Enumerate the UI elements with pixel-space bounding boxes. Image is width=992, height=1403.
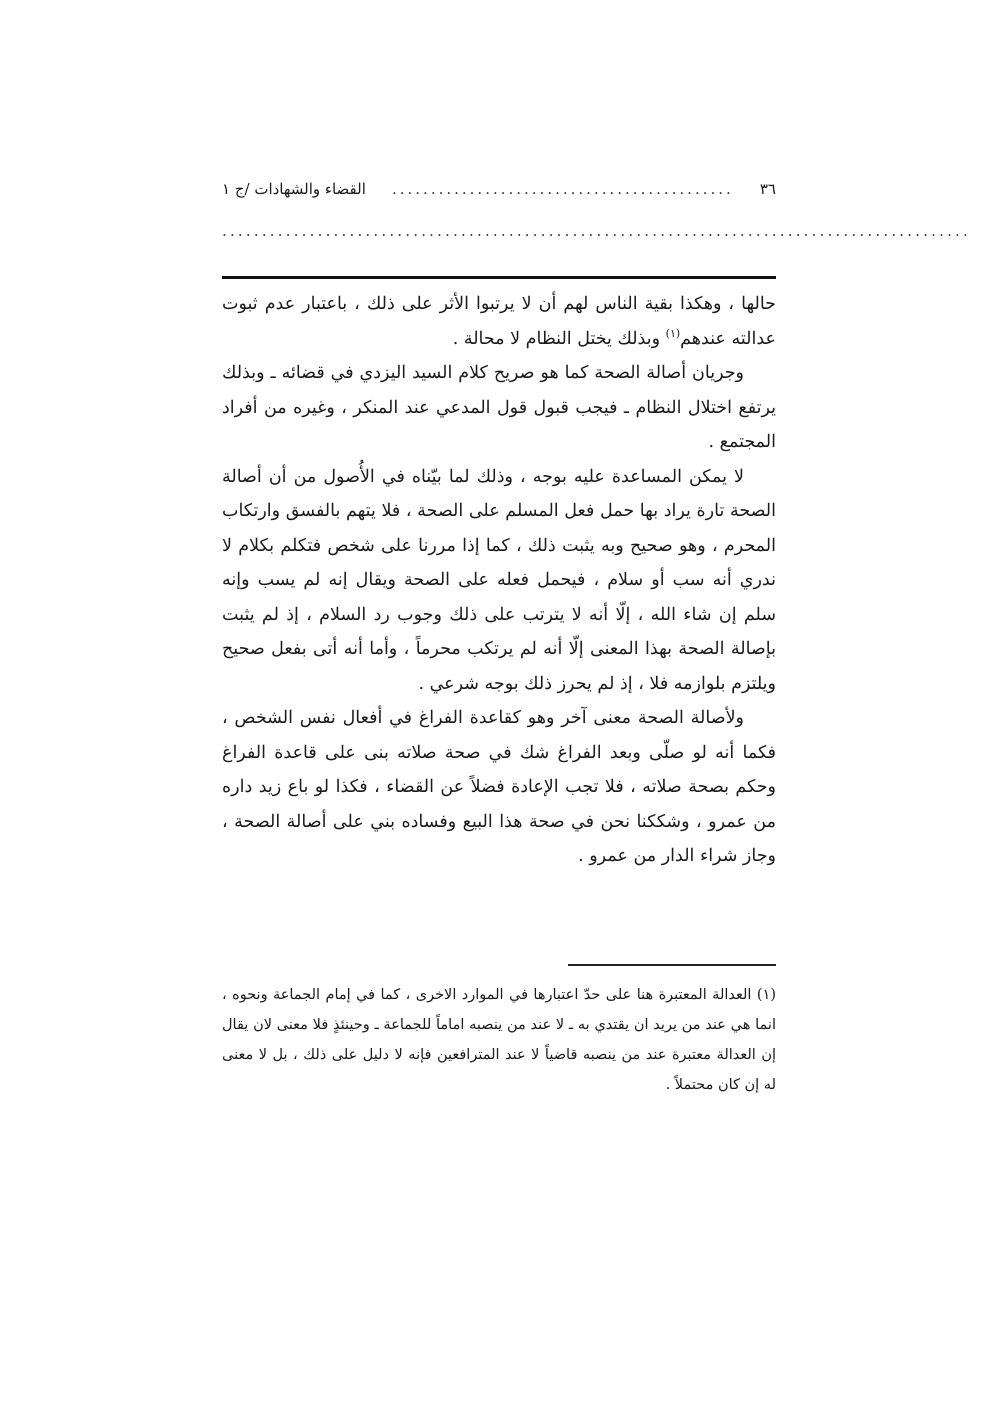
paragraph-1: [222, 287, 776, 356]
paragraph-4: ولأصالة الصحة معنى آخر وهو كقاعدة الفراغ في أفعال نفس الشخص ، فكما أنه لو صلّى وبعد الفراغ شك في صحة صلاته بنى على قاعدة الفراغ وحكم بصحة صلاته ، فلا تجب الإعادة فضلاً عن القضاء ، فكذا لو باع زيد داره من عمرو ، وشككنا نحن في صحة هذا البيع وفساده بني على أصالة الصحة ، وجاز شراء الدار من عمرو .: [222, 708, 776, 866]
dotted-separator: ..............................................................................................: [222, 222, 971, 240]
paragraph-1-text: حالها ، وهكذا بقية الناس لهم أن لا يرتبوا الأثر على ذلك ، باعتبار عدم ثبوت عدالته عندهم: [222, 294, 776, 349]
page-number: ٣٦: [759, 180, 776, 198]
footnote-rule: [568, 964, 776, 966]
footnote-reference: (١): [665, 326, 681, 340]
running-header: [222, 174, 776, 204]
paragraph-3: لا يمكن المساعدة عليه بوجه ، وذلك لما بيّناه في الأُصول من أن أصالة الصحة تارة يراد بها حمل فعل المسلم على الصحة ، فلا يتهم بالفسق وارتكاب المحرم ، وهو صحيح وبه يثبت ذلك ، كما إذا مررنا على شخص فتكلم بكلام لا ندري أنه سب أو سلام ، فيحمل فعله على الصحة ويقال إنه لم يسب وإنه سلم إن شاء الله ، إلّا أنه لا يترتب على ذلك وجوب رد السلام ، إذ لم يثبت بإصالة الصحة بهذا المعنى إلّا أنه لم يرتكب محرماً ، وأما أنه أتى بفعل صحيح ويلتزم بلوازمه فلا ، إذ لم يحرز ذلك بوجه شرعي .: [222, 466, 776, 694]
header-rule: [222, 276, 776, 279]
body-text: [222, 287, 776, 874]
paragraph-2: وجريان أصالة الصحة كما هو صريح كلام السيد اليزدي في قضائه ـ وبذلك يرتفع اختلال النظام ـ فيجب قبول قول المدعي عند المنكر ، وغيره من أفراد المجتمع .: [222, 363, 776, 452]
header-leader-dots: ............................................: [391, 180, 734, 198]
footnotes: [222, 980, 776, 1100]
book-title: القضاء والشهادات /ج ١: [222, 180, 366, 198]
footnote-1: (١) العدالة المعتبرة هنا على حدّ اعتبارها في الموارد الاخرى ، كما في إمام الجماعة ونحوه ، انما هي عند من يريد ان يقتدي به ـ لا عند من ينصبه اماماً للجماعة ـ وحينئذٍ فلا معنى لان يقال إن العدالة معتبرة عند من ينصبه قاضياً لا عند المترافعين فإنه لا دليل على ذلك ، بل لا معنى له إن كان محتملاً .: [222, 987, 776, 1093]
paragraph-1-text-continued: وبذلك يختل النظام لا محالة .: [452, 328, 666, 349]
